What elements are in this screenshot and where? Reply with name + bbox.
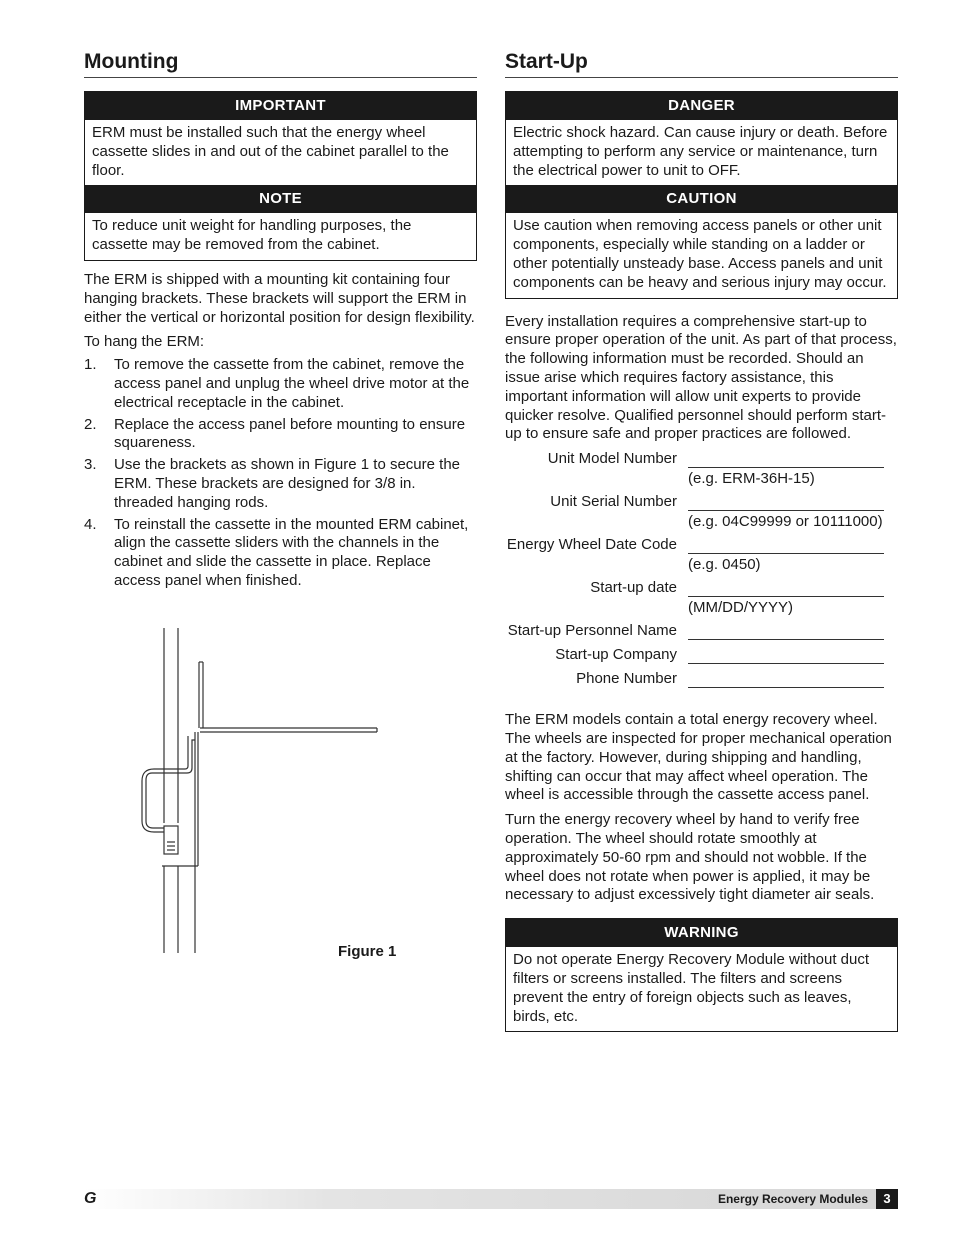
note-text: To reduce unit weight for handling purposes, the cassette may be removed from the cabinet. — [92, 217, 412, 254]
wheel-paragraph-2: Turn the energy recovery wheel by hand to verify free operation. The wheel should rotate smoothly at approximately 50-60 rpm and should not wobble. If the wheel does not rotate when power is applied, it may be necessary to adjust excessively tight diameter air seals. — [505, 811, 875, 904]
startup-date-label: Start-up date — [590, 579, 677, 597]
unit-model-hint: (e.g. ERM-36H-15) — [688, 470, 815, 488]
unit-model-label: Unit Model Number — [547, 450, 677, 468]
company-logo: G — [84, 1190, 97, 1207]
danger-heading: DANGER — [506, 92, 897, 120]
bracket-mounting-figure — [140, 628, 400, 958]
form-row-phone — [505, 670, 898, 694]
form-row-startup-date — [505, 579, 898, 622]
step-number: 2. — [84, 415, 97, 433]
step-number: 4. — [84, 515, 97, 533]
wheel-date-code-hint: (e.g. 0450) — [688, 556, 761, 574]
step-text: Use the brackets as shown in Figure 1 to secure the ERM. These brackets are designed for 3/8 in. threaded hanging rods. — [114, 456, 461, 511]
footer-document-title: Energy Recovery Modules — [717, 1192, 868, 1206]
wheel-date-code-label: Energy Wheel Date Code — [506, 536, 677, 554]
startup-date-field[interactable] — [688, 581, 884, 597]
startup-intro-paragraph: Every installation requires a comprehensive start-up to ensure proper operation of the unit. As part of that process, the following information must be recorded. Should an issue arise which requires factory assistance, this important information will allow unit experts to provide quicker resolve. Qualified personnel should perform start-up to ensure safe and proper practices are followed. — [505, 312, 897, 443]
danger-text: Electric shock hazard. Can cause injury or death. Before attempting to perform any service or maintenance, turn the electrical power to unit to OFF. — [513, 124, 888, 179]
figure-caption: Figure 1 — [338, 943, 397, 960]
serial-number-label: Unit Serial Number — [550, 493, 677, 511]
wheel-date-code-field[interactable] — [688, 538, 884, 554]
important-heading: IMPORTANT — [85, 92, 476, 120]
caution-text: Use caution when removing access panels or other unit components, especially while standing on a ladder or other potentially unsteady base. Access panels and unit components can be heavy and serious injury may occur. — [513, 217, 887, 291]
wheel-paragraph-1: The ERM models contain a total energy recovery wheel. The wheels are inspected for proper mechanical operation at the factory. However, during shipping and handling, shifting can occur that may affect wheel operation. The wheel is accessible through the cassette access panel. — [505, 711, 892, 804]
startup-date-hint: (MM/DD/YYYY) — [688, 599, 793, 617]
important-notice-box — [84, 91, 477, 261]
step-text: To remove the cassette from the cabinet, remove the access panel and unplug the wheel drive motor at the electrical receptacle in the cabinet. — [114, 356, 470, 411]
bracket-diagram — [140, 628, 400, 958]
step-text: To reinstall the cassette in the mounted ERM cabinet, align the cassette sliders with the channels in the cabinet and slide the cassette in place. Replace access panel when finished. — [114, 515, 469, 589]
unit-model-field[interactable] — [688, 452, 884, 468]
form-row-unit-model — [505, 450, 898, 493]
form-row-personnel-name — [505, 622, 898, 646]
step-number: 1. — [84, 356, 97, 374]
form-row-wheel-date-code — [505, 536, 898, 579]
page-footer — [84, 1189, 898, 1209]
list-item — [84, 456, 477, 512]
important-text: ERM must be installed such that the energy wheel cassette slides in and out of the cabinet parallel to the floor. — [92, 124, 449, 179]
personnel-name-label: Start-up Personnel Name — [507, 622, 677, 640]
serial-number-field[interactable] — [688, 495, 884, 511]
form-row-serial-number — [505, 493, 898, 536]
page-number: 3 — [876, 1189, 898, 1209]
mounting-steps-list — [84, 356, 477, 591]
mounting-intro-paragraph: The ERM is shipped with a mounting kit containing four hanging brackets. These brackets will support the ERM in either the vertical or horizontal position for design flexibility. — [84, 270, 475, 326]
warning-heading: WARNING — [506, 919, 897, 947]
startup-heading: Start-Up — [505, 48, 898, 78]
caution-heading: CAUTION — [506, 185, 897, 213]
company-field[interactable] — [688, 648, 884, 664]
warning-notice-box — [505, 918, 898, 1032]
phone-field[interactable] — [688, 672, 884, 688]
list-item — [84, 516, 477, 591]
step-text: Replace the access panel before mounting to ensure squareness. — [114, 415, 466, 452]
danger-notice-box — [505, 91, 898, 299]
hang-lead-text: To hang the ERM: — [84, 333, 205, 351]
warning-text: Do not operate Energy Recovery Module without duct filters or screens installed. The filters and screens prevent the entry of foreign objects such as leaves, birds, etc. — [513, 951, 870, 1025]
list-item — [84, 356, 477, 412]
note-heading: NOTE — [85, 185, 476, 213]
serial-number-hint: (e.g. 04C99999 or 10111000) — [688, 513, 883, 531]
phone-label: Phone Number — [576, 670, 677, 688]
step-number: 3. — [84, 456, 97, 474]
company-label: Start-up Company — [555, 646, 677, 664]
startup-column — [505, 48, 898, 1032]
mounting-heading: Mounting — [84, 48, 477, 78]
list-item — [84, 416, 477, 454]
personnel-name-field[interactable] — [688, 624, 884, 640]
form-row-company — [505, 646, 898, 670]
startup-info-form — [505, 450, 898, 694]
mounting-column — [84, 48, 477, 594]
